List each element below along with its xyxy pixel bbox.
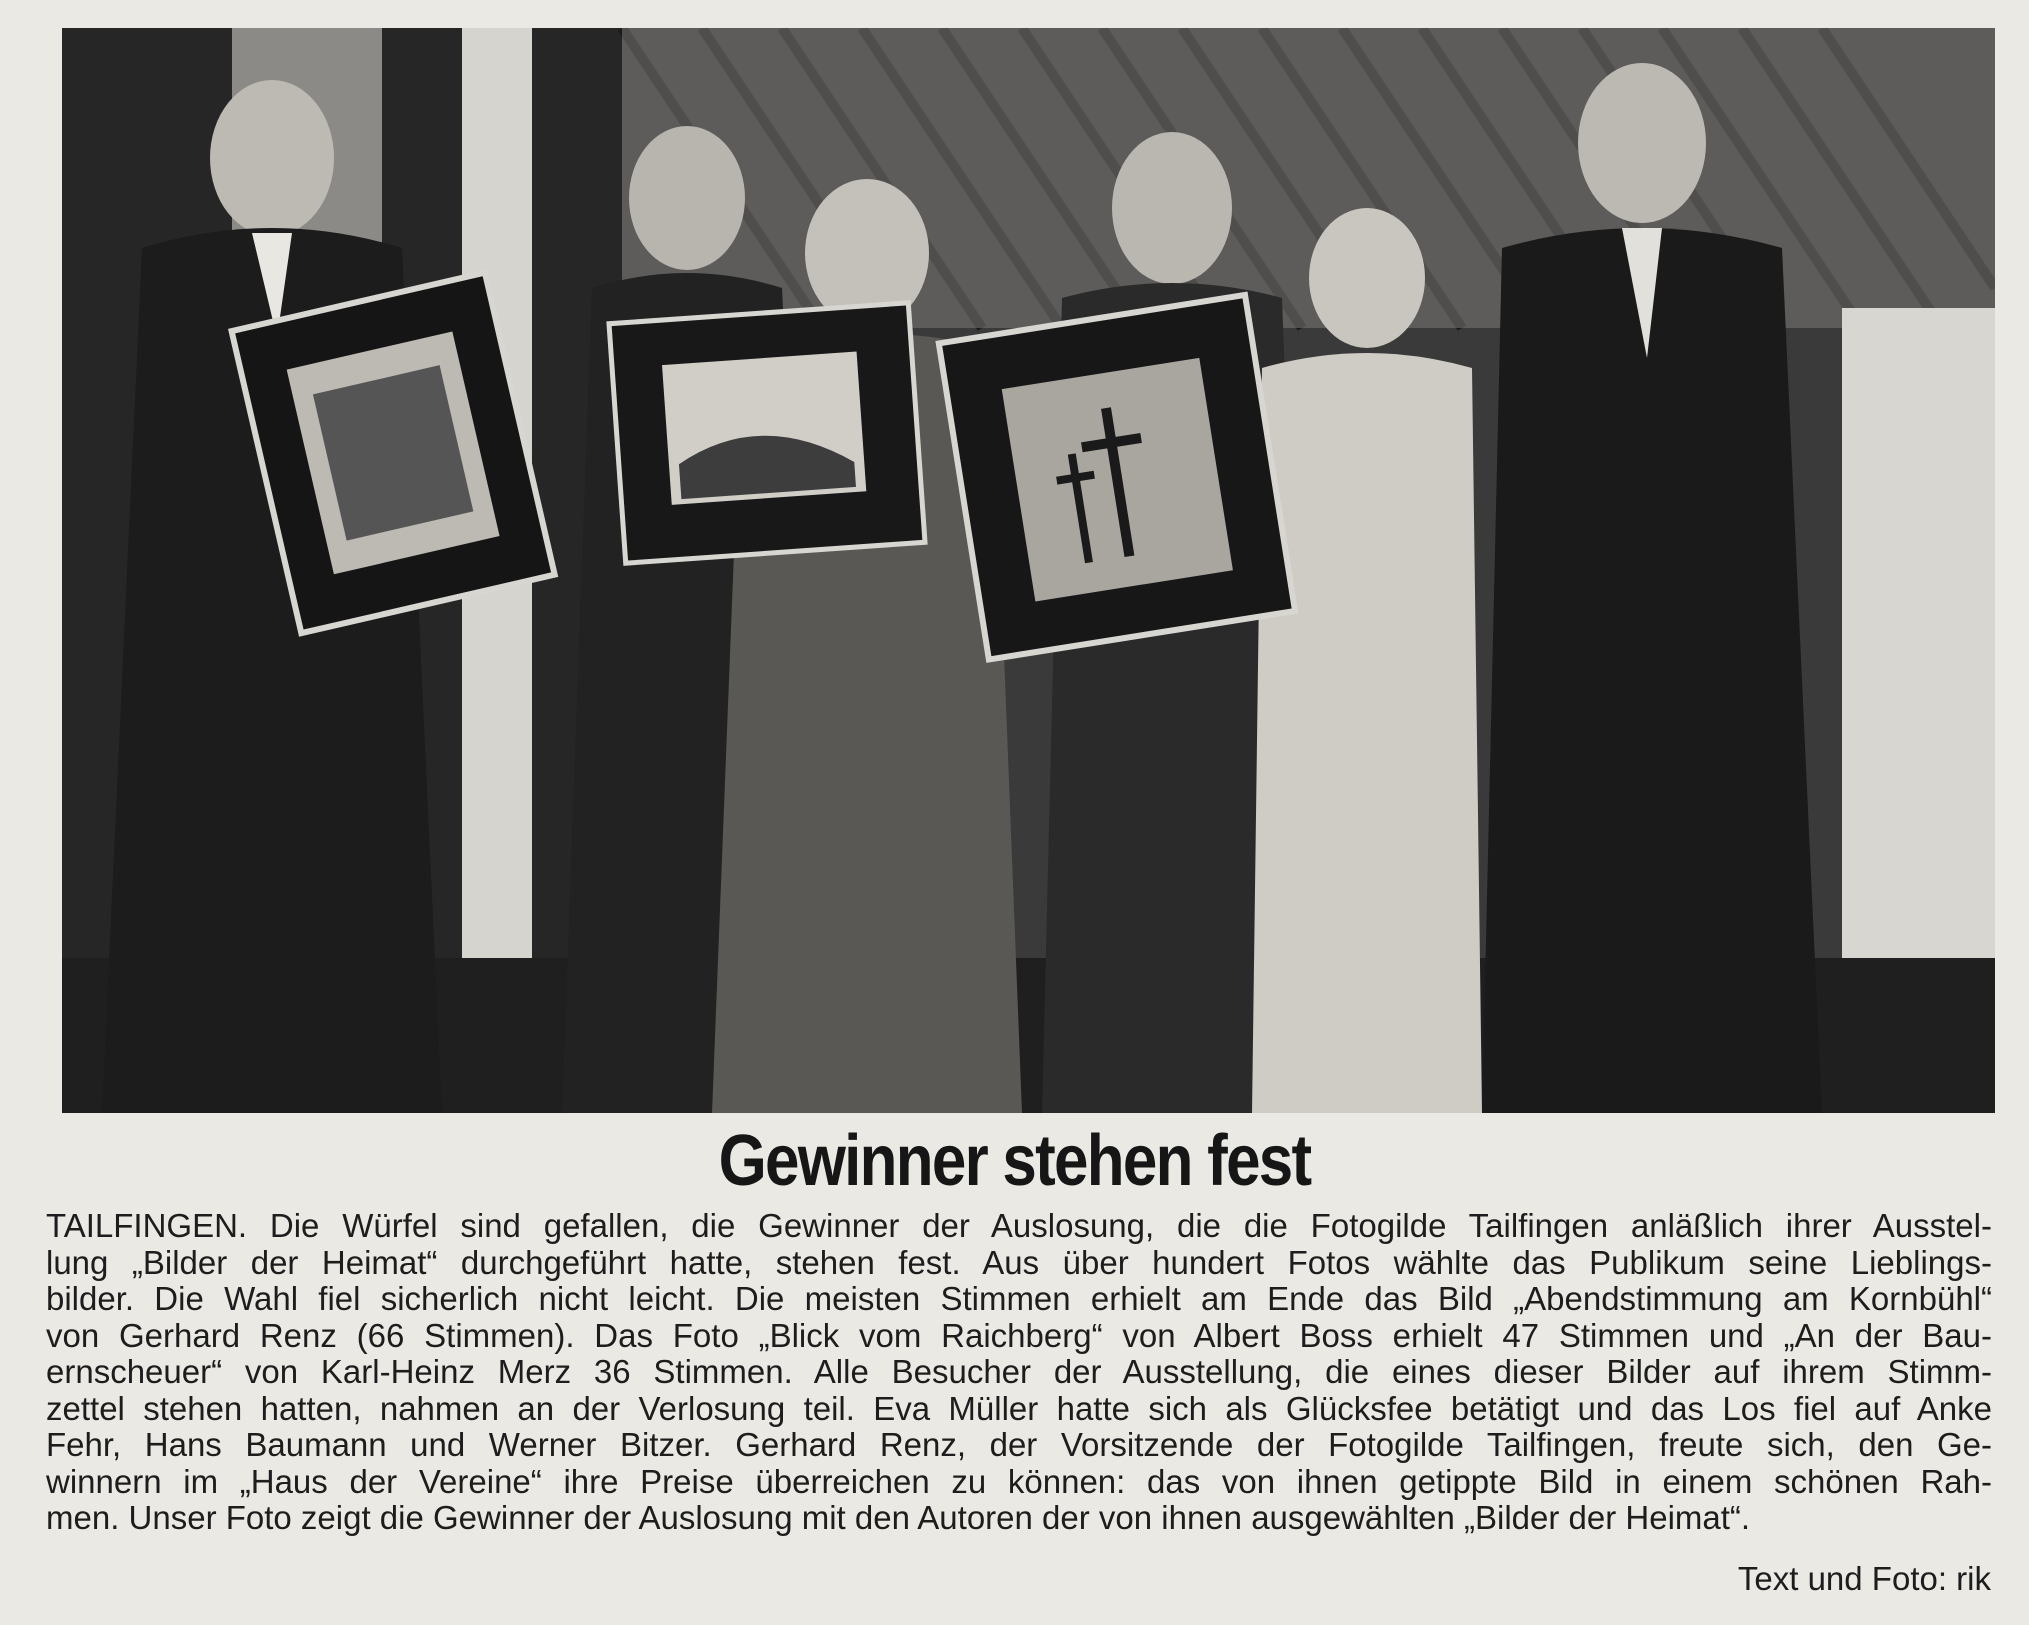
group-photo — [62, 28, 1995, 1113]
article-line-6: zettel stehen hatten, nahmen an der Verlosung teil. Eva Müller hatte sich als Glücksfee betätigt und das Los fiel auf Anke — [46, 1389, 1992, 1427]
article-line-9: men. Unser Foto zeigt die Gewinner der Auslosung mit den Autoren der von ihnen ausgewählten „Bilder der Heimat“. — [46, 1499, 1751, 1536]
article-body — [46, 1208, 1992, 1537]
group-photo-icon — [62, 28, 1995, 1113]
headline: Gewinner stehen fest — [718, 1121, 1311, 1201]
article-line-1: TAILFINGEN. Die Würfel sind gefallen, die Gewinner der Auslosung, die die Fotogilde Tailfingen anläßlich ihrer Ausstel- — [46, 1207, 1992, 1244]
article-line-3: bilder. Die Wahl fiel sicherlich nicht leicht. Die meisten Stimmen erhielt am Ende das Bild „Abendstimmung am Kornbühl“ — [46, 1280, 1992, 1317]
article-line-5: ernscheuer“ von Karl-Heinz Merz 36 Stimmen. Alle Besucher der Ausstellung, die eines dieser Bilder auf ihrem Stimm- — [46, 1353, 1992, 1390]
article-line-4: von Gerhard Renz (66 Stimmen). Das Foto „Blick vom Raichberg“ von Albert Boss erhielt 47 Stimmen und „An der Bau- — [46, 1316, 1992, 1354]
article-line-2: lung „Bilder der Heimat“ durchgeführt hatte, stehen fest. Aus über hundert Fotos wählte das Publikum seine Lieblings- — [46, 1243, 1992, 1281]
article-line-7: Fehr, Hans Baumann und Werner Bitzer. Gerhard Renz, der Vorsitzende der Fotogilde Tailfingen, freute sich, den Ge- — [46, 1426, 1992, 1463]
photo-credit: Text und Foto: rik — [1737, 1560, 1991, 1597]
article-line-8: winnern im „Haus der Vereine“ ihre Preise überreichen zu können: das von ihnen getippte Bild in einem schönen Rah- — [46, 1462, 1992, 1500]
